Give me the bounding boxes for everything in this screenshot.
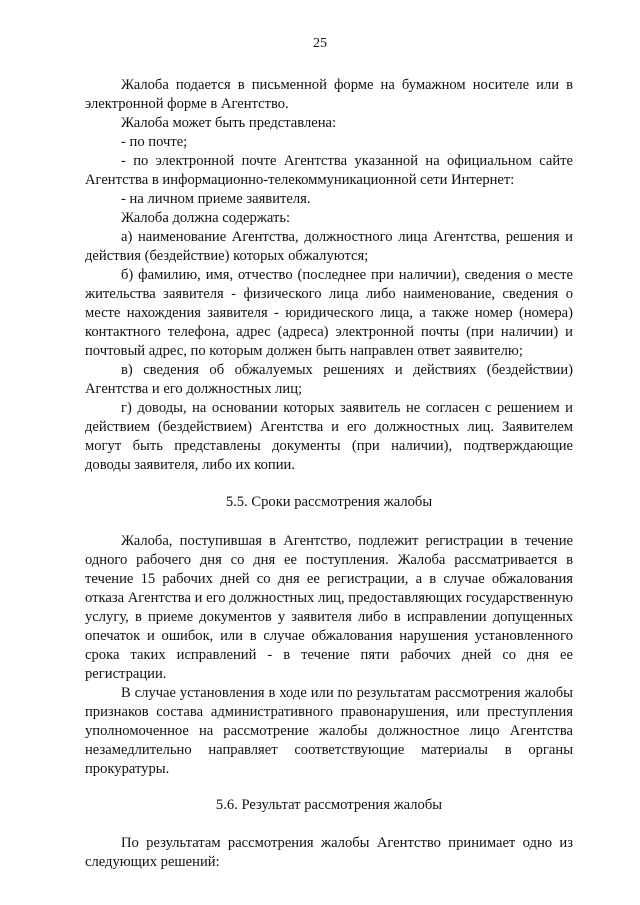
- paragraph-contents-intro: Жалоба должна содержать:: [121, 210, 291, 226]
- paragraph-complaint-form: Жалоба подается в письменной форме на бумажном носителе или в электронной форме в Агентство.: [85, 77, 573, 112]
- paragraph-prosecution-referral: В случае установления в ходе или по результатам рассмотрения жалобы признаков состава административного правонарушения, или преступления уполномоченное на рассмотрение жалобы должностное лицо Агентства незамедлительно направляет соответствующие материалы в органы прокуратуры.: [85, 685, 573, 777]
- section-heading-5-6: 5.6. Результат рассмотрения жалобы: [215, 797, 443, 813]
- document-body: [85, 76, 573, 872]
- list-item-b: б) фамилию, имя, отчество (последнее при наличии), сведения о месте жительства заявителя - физического лица либо наименование, сведения о месте нахождения заявителя - юридического лица, а также номер (номера) контактного телефона, адрес (адреса) электронной почты (при наличии) и почтовый адрес, по которым должен быть направлен ответ заявителю;: [85, 267, 573, 359]
- list-item-in-person: - на личном приеме заявителя.: [121, 191, 311, 207]
- paragraph-registration-terms: Жалоба, поступившая в Агентство, подлежит регистрации в течение одного рабочего дня со дня ее поступления. Жалоба рассматривается в течение 15 рабочих дней со дня ее регистрации, а в случае обжалования отказа Агентства и его должностных лиц, предоставляющих государственную услугу, в приеме документов у заявителя либо в исправлении допущенных опечаток и ошибок, или в случае обжалования нарушения установленного срока таких исправлений - в течение пяти рабочих дней со дня ее регистрации.: [85, 533, 573, 682]
- list-item-by-email: - по электронной почте Агентства указанной на официальном сайте Агентства в информационно-телекоммуникационной сети Интернет:: [85, 153, 573, 188]
- list-item-by-mail: - по почте;: [121, 134, 188, 150]
- list-item-a: а) наименование Агентства, должностного лица Агентства, решения и действия (бездействие) которых обжалуются;: [85, 229, 573, 264]
- paragraph-submission-intro: Жалоба может быть представлена:: [121, 115, 337, 131]
- paragraph-decision-intro: По результатам рассмотрения жалобы Агентство принимает одно из следующих решений:: [85, 835, 573, 870]
- page-number: 25: [313, 36, 327, 51]
- section-heading-5-5: 5.5. Сроки рассмотрения жалобы: [225, 494, 433, 510]
- list-item-v: в) сведения об обжалуемых решениях и действиях (бездействии) Агентства и его должностных лиц;: [85, 362, 573, 397]
- list-item-g: г) доводы, на основании которых заявитель не согласен с решением и действием (бездействием) Агентства и его должностных лиц. Заявителем могут быть представлены документы (при наличии), подтверждающие доводы заявителя, либо их копии.: [85, 400, 573, 473]
